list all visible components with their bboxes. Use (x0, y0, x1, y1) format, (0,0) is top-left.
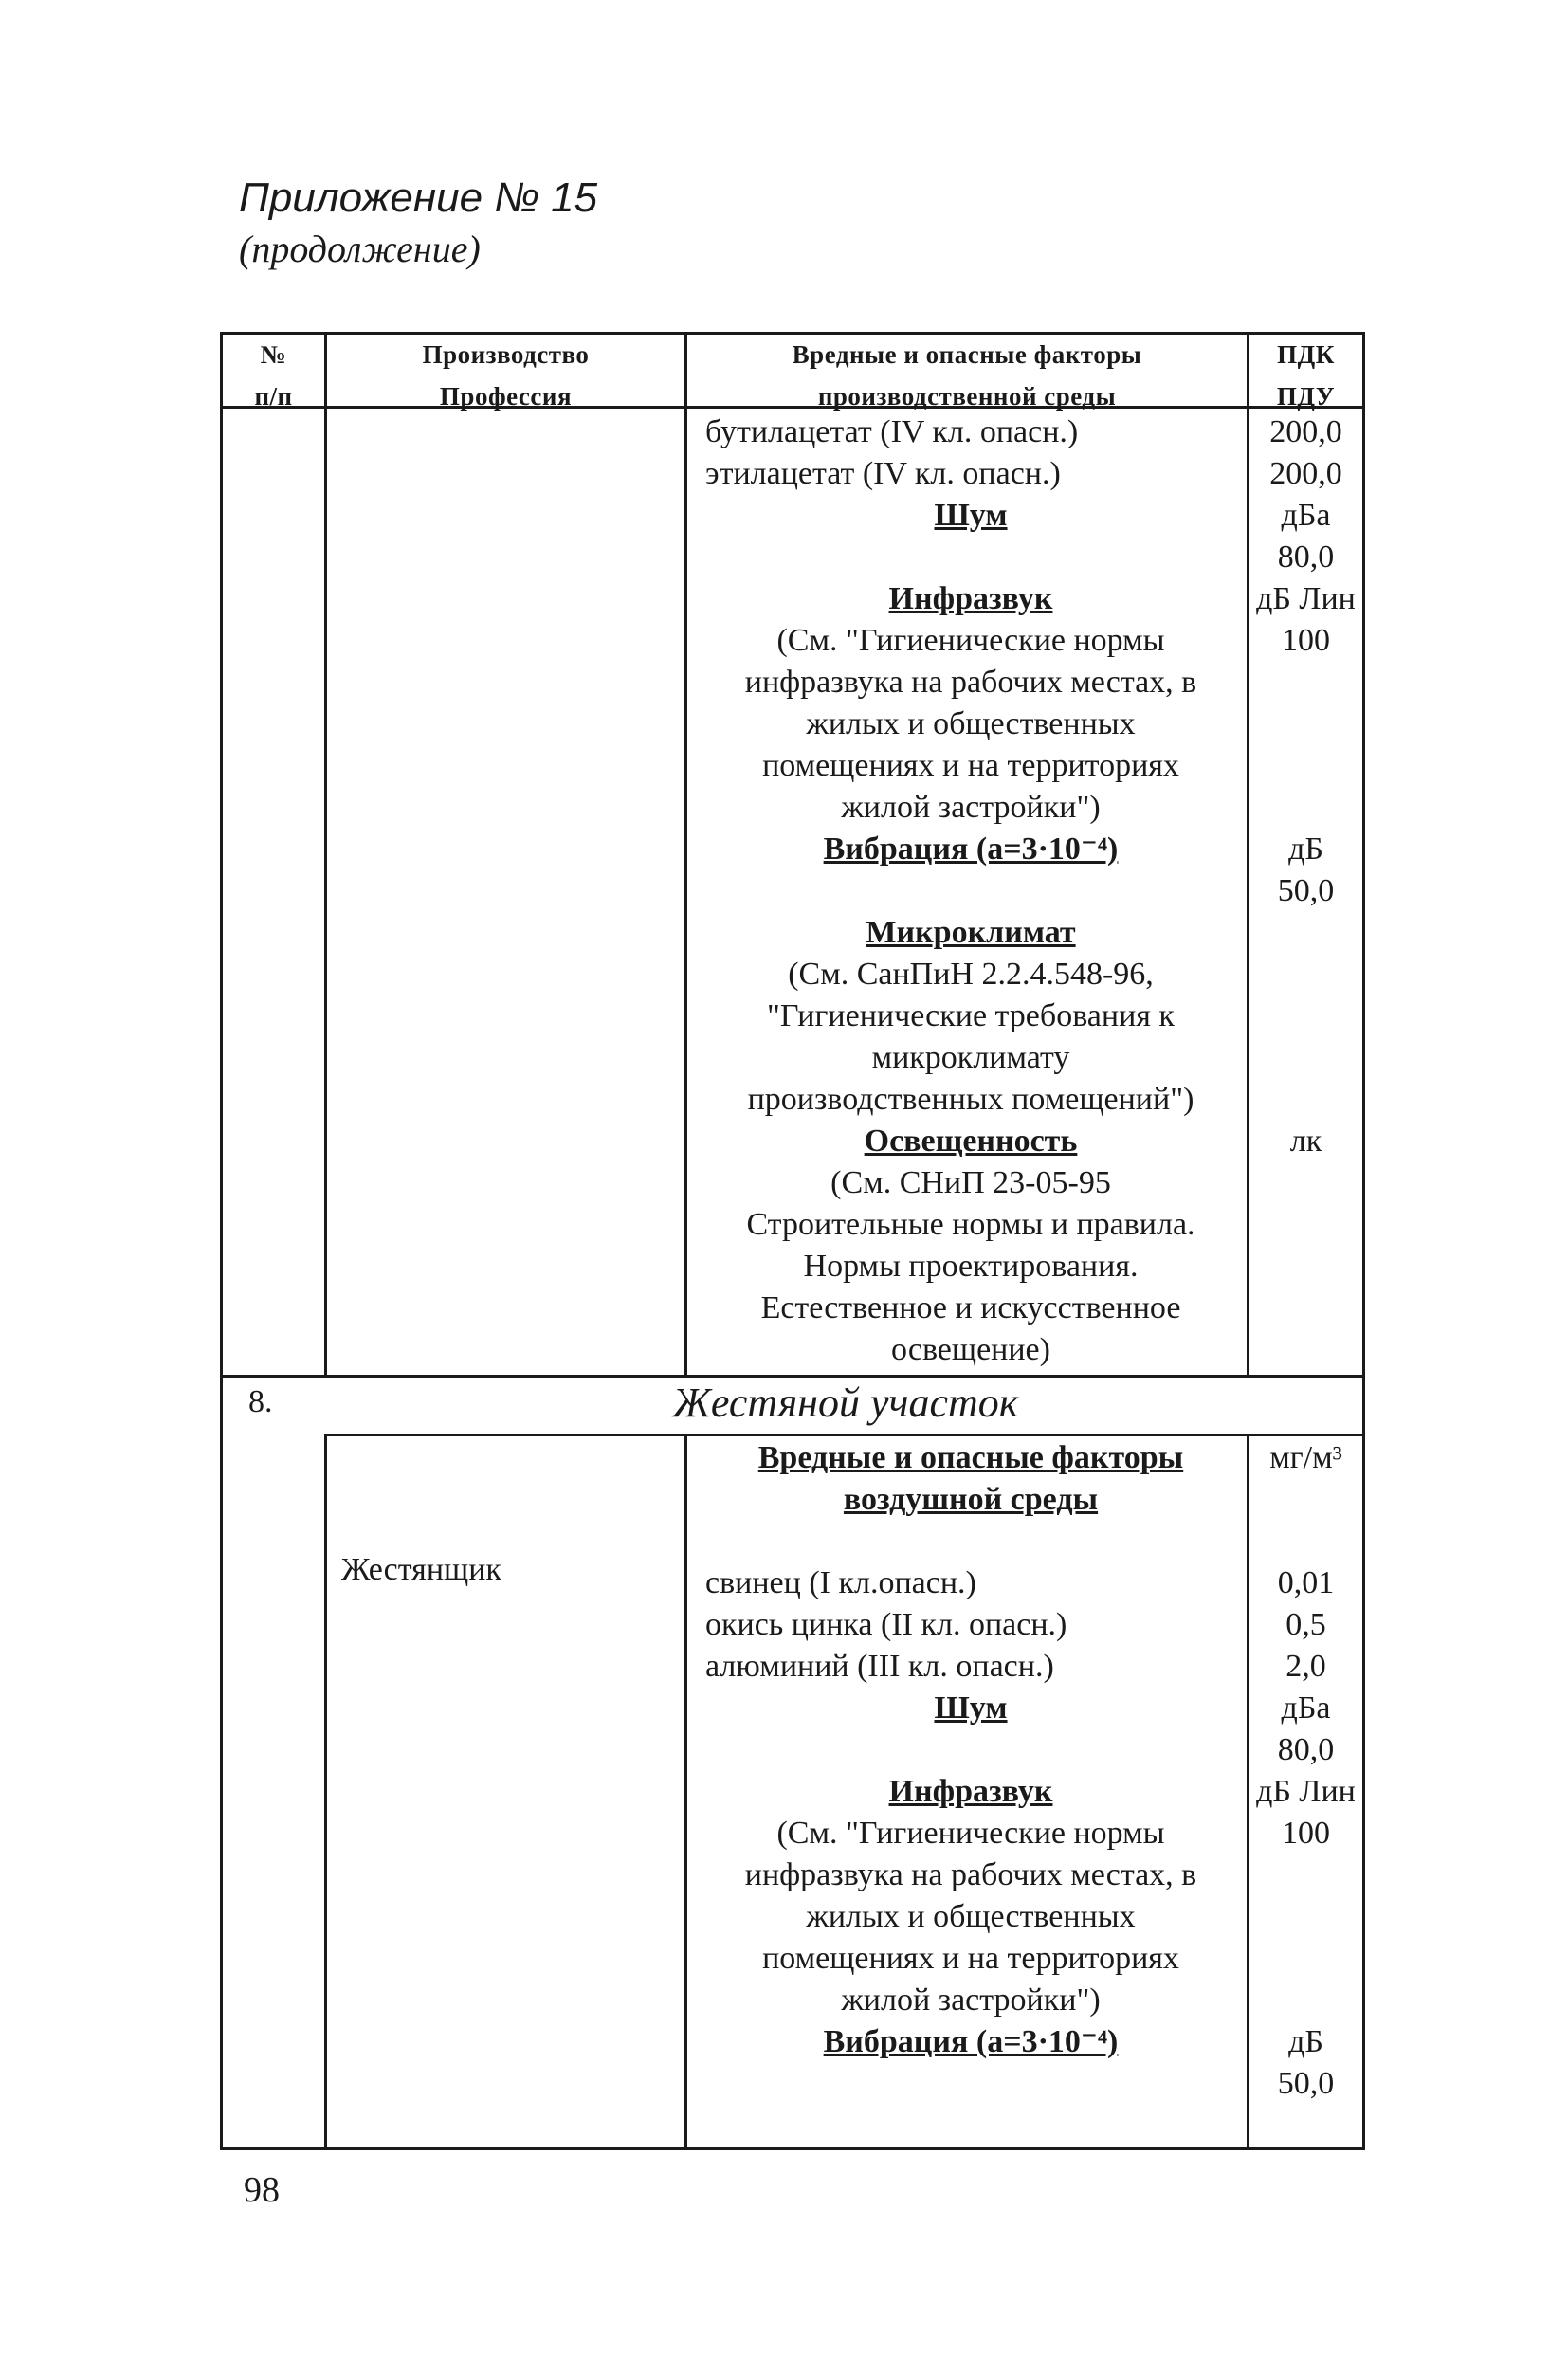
limit-value (1249, 1037, 1362, 1079)
factor-line: Естественное и искусственное (760, 1290, 1181, 1325)
appendix-heading (239, 173, 597, 275)
limit-value (1249, 1980, 1362, 2021)
factor-line (705, 537, 1236, 578)
header-col-factors: Вредные и опасные факторы производственной среды (792, 340, 1142, 411)
limit-value (1249, 787, 1362, 829)
factor-heading (705, 1479, 1236, 1521)
limit-value (1249, 1479, 1362, 1521)
limit-value: дБ (1288, 831, 1323, 867)
factor-heading (705, 1688, 1236, 1729)
factor-line: жилой застройки") (841, 790, 1101, 825)
factor-heading-text: Освещенность (864, 1124, 1078, 1159)
factor-heading-text: Шум (934, 1690, 1008, 1726)
limit-value (1249, 1204, 1362, 1246)
factor-heading (705, 495, 1236, 537)
limit-value (1249, 1288, 1362, 1329)
limit-value: 100 (1282, 1816, 1330, 1851)
block1-factors (705, 411, 1236, 1371)
section-number: 8. (248, 1384, 273, 1419)
limit-value: дБ Лин (1256, 581, 1356, 616)
page-number: 98 (244, 2170, 280, 2210)
profession-name: Жестянщик (341, 1552, 501, 1587)
limit-value: дБ (1288, 2024, 1323, 2059)
limit-value (1249, 1854, 1362, 1896)
col-divider-2 (684, 332, 687, 1375)
appendix-subtitle: (продолжение) (239, 228, 481, 270)
factor-heading-text: Микроклимат (866, 915, 1076, 950)
block2-values (1249, 1437, 1362, 2105)
limit-value: дБа (1281, 498, 1331, 533)
factor-heading (705, 1121, 1236, 1162)
col-divider-1 (324, 332, 327, 1375)
factor-line (705, 1729, 1236, 1771)
factor-heading (705, 2021, 1236, 2063)
factor-heading (705, 1437, 1236, 1479)
factor-line: жилых и общественных (806, 1899, 1136, 1934)
factor-line: помещениях и на территориях (762, 1941, 1179, 1976)
section-bottom-border (326, 1434, 1365, 1436)
factor-line: Строительные нормы и правила. (746, 1207, 1195, 1242)
table-right-border (1362, 332, 1365, 2150)
factor-heading (705, 829, 1236, 870)
factor-line: бутилацетат (IV кл. опасн.) (705, 414, 1079, 449)
factor-line: (См. "Гигиенические нормы (776, 1816, 1165, 1851)
table-bottom-border (220, 2147, 1365, 2150)
header-col-number: № п/п (254, 340, 293, 411)
factor-line: инфразвука на рабочих местах, в (744, 1857, 1197, 1892)
limit-value: 0,5 (1285, 1607, 1326, 1642)
limit-value: 200,0 (1269, 414, 1342, 449)
factor-line: алюминий (III кл. опасн.) (705, 1649, 1054, 1684)
factor-heading (705, 912, 1236, 954)
factor-heading (705, 578, 1236, 620)
block2-factors (705, 1437, 1236, 2105)
table-left-border (220, 332, 223, 2150)
limit-value (1249, 703, 1362, 745)
limit-value (1249, 662, 1362, 703)
factor-line: освещение) (891, 1332, 1050, 1367)
limit-value (1249, 912, 1362, 954)
limit-value (1249, 1896, 1362, 1938)
factor-heading-text: Вредные и опасные факторы (757, 1440, 1184, 1475)
factor-heading-text: Вибрация (а=3·10⁻⁴) (823, 2024, 1119, 2059)
factor-line: этилацетат (IV кл. опасн.) (705, 456, 1061, 491)
limit-value: 80,0 (1277, 1732, 1335, 1767)
block1-values (1249, 411, 1362, 1371)
factor-line (705, 1521, 1236, 1562)
factor-line (705, 2063, 1236, 2105)
limit-value (1249, 1521, 1362, 1562)
factor-line: производственных помещений") (747, 1082, 1194, 1117)
limit-value: 200,0 (1269, 456, 1342, 491)
factor-line: окись цинка (II кл. опасн.) (705, 1607, 1067, 1642)
limit-value: дБа (1281, 1690, 1331, 1726)
factor-line: инфразвука на рабочих местах, в (744, 665, 1197, 700)
section-top-border (220, 1375, 1365, 1378)
limit-value (1249, 954, 1362, 996)
limit-value (1249, 1938, 1362, 1980)
limit-value: 0,01 (1277, 1565, 1335, 1600)
factor-line: микроклимату (871, 1040, 1070, 1075)
factor-line: жилых и общественных (806, 706, 1136, 741)
limit-value (1249, 1246, 1362, 1288)
limit-value (1249, 996, 1362, 1037)
limit-value: 50,0 (1277, 873, 1335, 908)
header-col-profession: Производство Профессия (422, 340, 590, 411)
factor-line: (См. "Гигиенические нормы (776, 623, 1165, 658)
limit-value (1249, 1329, 1362, 1371)
factor-heading-text: Шум (934, 498, 1008, 533)
factor-line: Нормы проектирования. (803, 1249, 1139, 1284)
limit-value (1249, 1079, 1362, 1121)
factor-line: жилой застройки") (841, 1982, 1101, 2018)
limit-value: дБ Лин (1256, 1774, 1356, 1809)
col-divider-2b (684, 1434, 687, 2150)
factor-heading-text: воздушной среды (843, 1482, 1099, 1517)
factor-line: (См. СНиП 23-05-95 (830, 1165, 1111, 1200)
limit-value: 2,0 (1285, 1649, 1326, 1684)
factor-heading-text: Инфразвук (888, 581, 1053, 616)
factor-line: помещениях и на территориях (762, 748, 1179, 783)
factor-line (705, 870, 1236, 912)
factor-line: свинец (I кл.опасн.) (705, 1565, 976, 1600)
limit-value (1249, 1162, 1362, 1204)
appendix-title: Приложение № 15 (239, 174, 598, 221)
limit-value: мг/м³ (1269, 1440, 1342, 1475)
factor-heading (705, 1771, 1236, 1813)
section-title: Жестяной участок (672, 1379, 1019, 1426)
limit-value: 100 (1282, 623, 1330, 658)
factors-table (220, 332, 1365, 2150)
limit-value: лк (1289, 1124, 1322, 1159)
limit-value: 80,0 (1277, 539, 1335, 575)
factor-heading-text: Инфразвук (888, 1774, 1053, 1809)
header-col-limits: ПДК ПДУ (1276, 340, 1336, 411)
limit-value (1249, 745, 1362, 787)
factor-line: "Гигиенические требования к (767, 998, 1175, 1033)
limit-value: 50,0 (1277, 2066, 1335, 2101)
factor-heading-text: Вибрация (а=3·10⁻⁴) (823, 831, 1119, 867)
col-divider-1b (324, 1434, 327, 2150)
factor-line: (См. СанПиН 2.2.4.548-96, (788, 957, 1154, 992)
